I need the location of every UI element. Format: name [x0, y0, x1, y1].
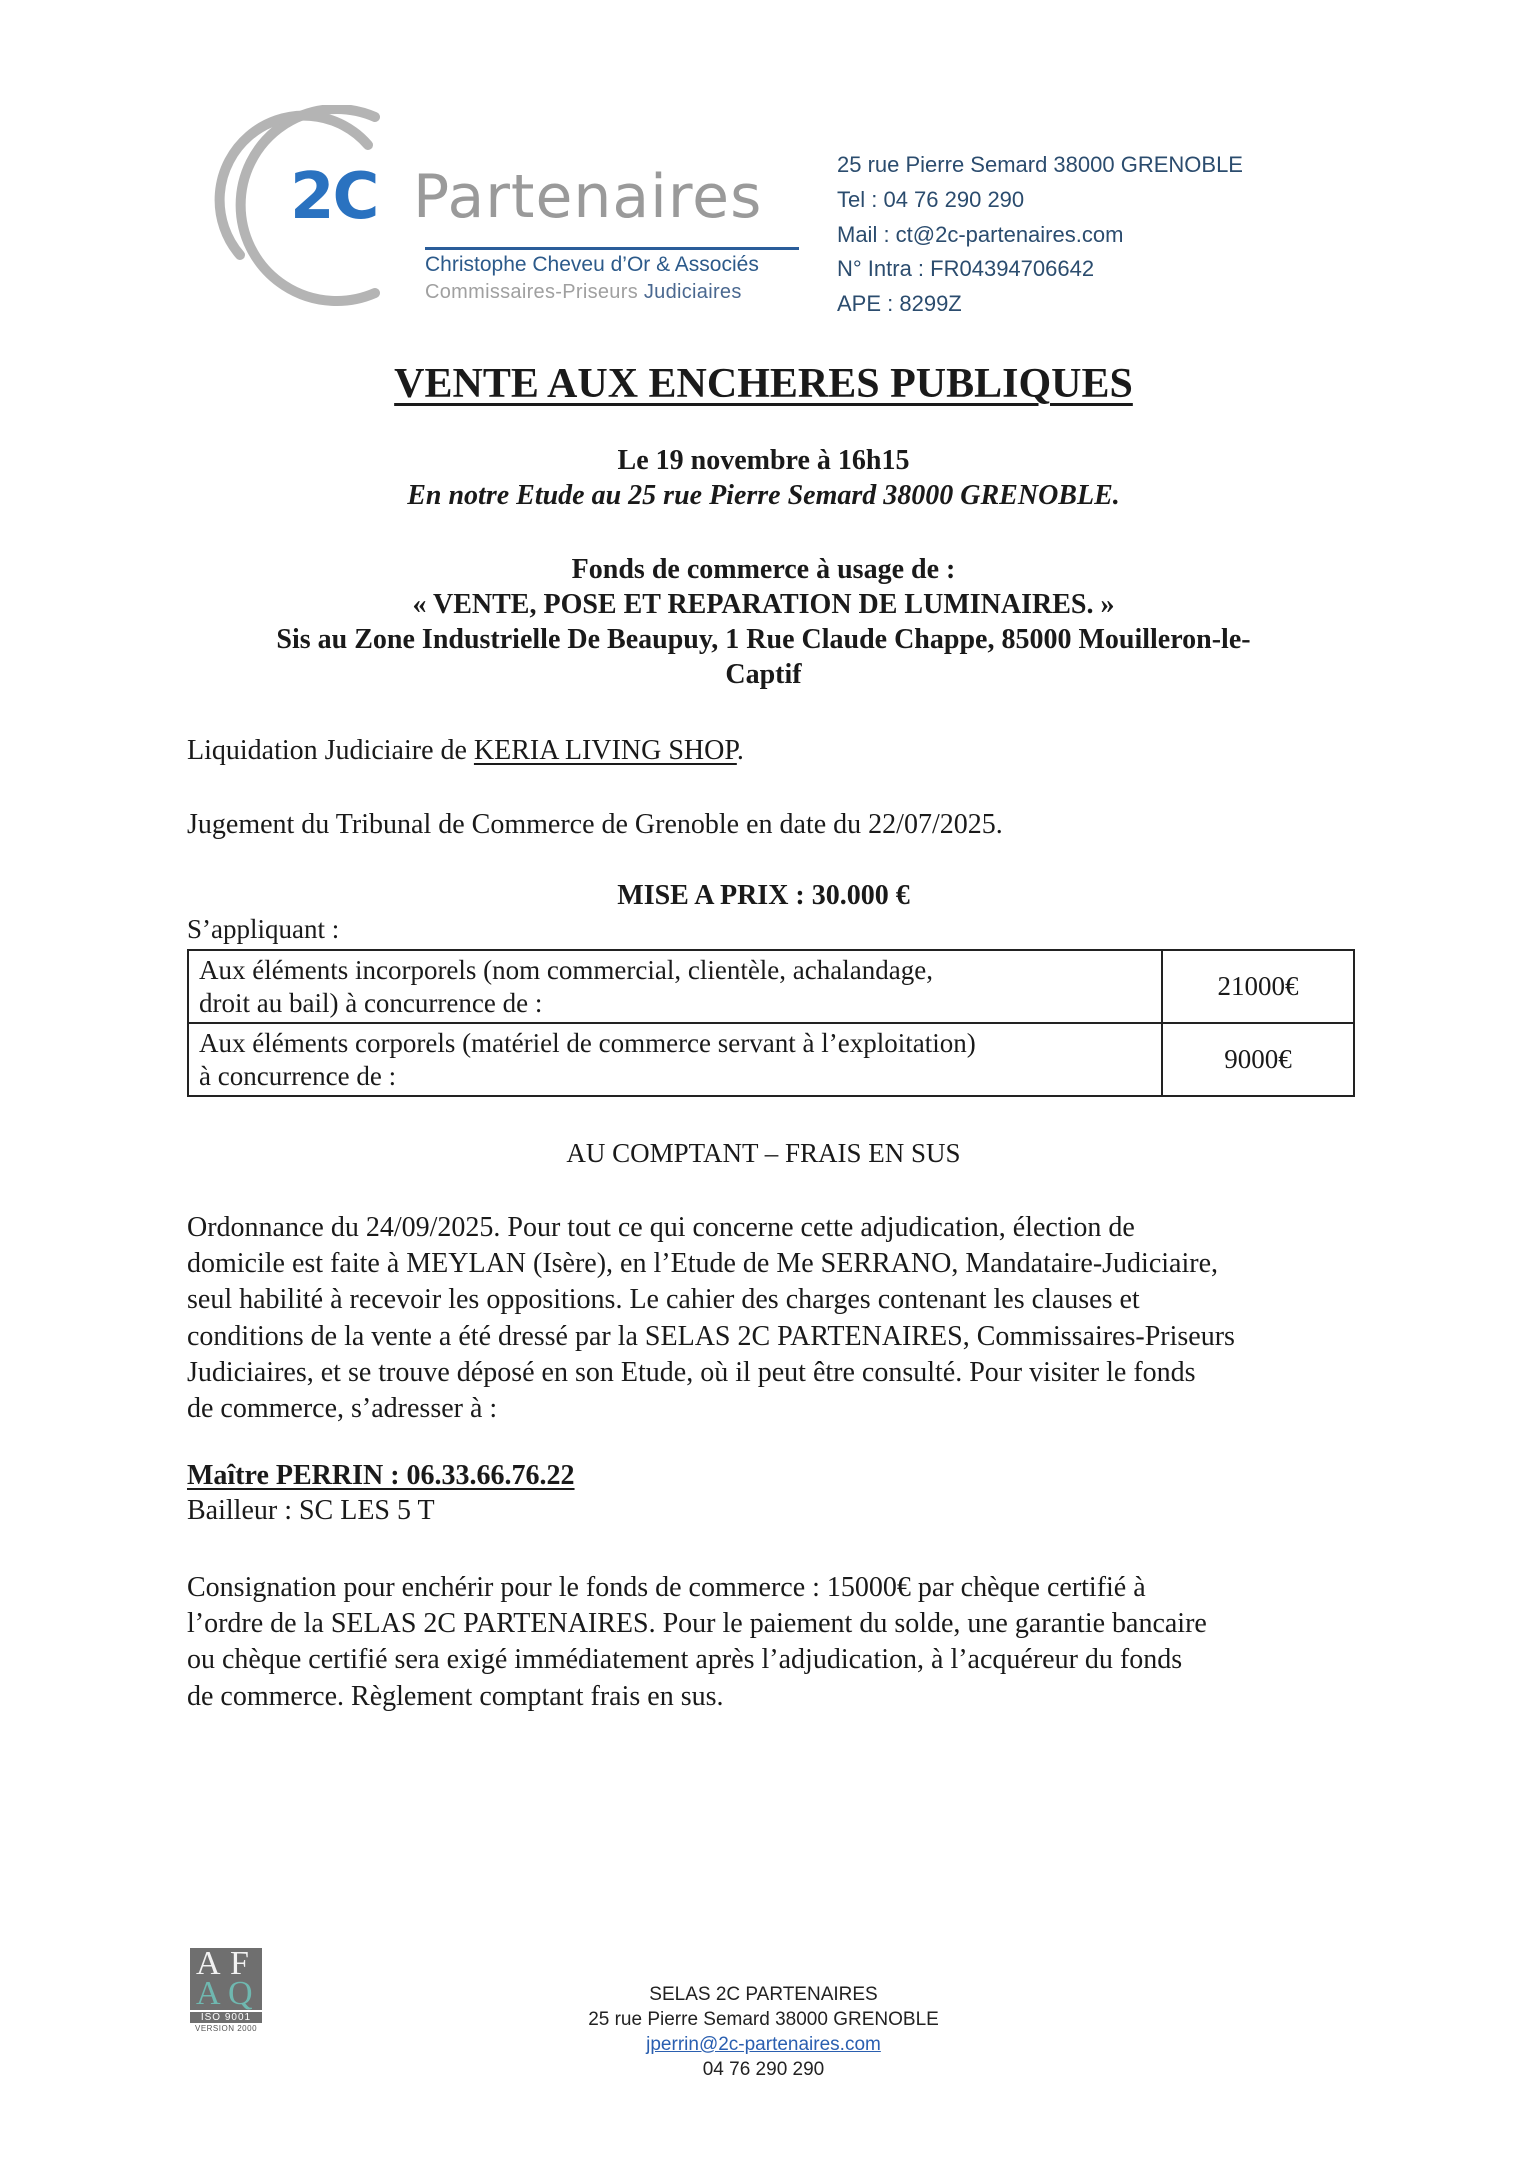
footer-email-link[interactable]: jperrin@2c-partenaires.com [646, 2034, 881, 2055]
liquidation-company: KERIA LIVING SHOP [473, 735, 737, 766]
allocation-amount: 21000€ [1162, 950, 1354, 1023]
footer-block [0, 1982, 1527, 2082]
paragraph-line: l’ordre de la SELAS 2C PARTENAIRES. Pour le paiement du solde, une garantie bancaire [187, 1608, 1207, 1640]
afaq-letter: Q [228, 1975, 253, 2012]
logo-name: Partenaires [413, 162, 763, 232]
logo-divider [425, 247, 799, 250]
payment-terms: AU COMPTANT – FRAIS EN SUS [566, 1138, 961, 1168]
landlord: Bailleur : SC LES 5 T [187, 1495, 435, 1526]
paragraph-line: Ordonnance du 24/09/2025. Pour tout ce qui concerne cette adjudication, élection de [187, 1212, 1135, 1243]
paragraph-line: ou chèque certifié sera exigé immédiatement après l’adjudication, à l’acquéreur du fonds [187, 1644, 1183, 1676]
starting-price: MISE A PRIX : 30.000 € [617, 880, 910, 911]
afaq-iso-label: ISO 9001 [190, 2012, 262, 2023]
applying-label: S’appliquant : [187, 914, 340, 944]
allocation-label [188, 950, 1162, 1023]
fonds-activity: « VENTE, POSE ET REPARATION DE LUMINAIRES. » [412, 589, 1115, 620]
contact-ape: APE : 8299Z [837, 291, 962, 317]
paragraph-line: Consignation pour enchérir pour le fonds de commerce : 15000€ par chèque certifié à [187, 1572, 1146, 1603]
table-row [188, 1023, 1354, 1096]
footer-phone: 04 76 290 290 [702, 2059, 825, 2080]
allocation-label-line: droit au bail) à concurrence de : [199, 987, 543, 1018]
allocation-amount: 9000€ [1162, 1023, 1354, 1096]
paragraph-line: de commerce. Règlement comptant frais en sus. [187, 1680, 724, 1712]
page-title [0, 360, 1527, 408]
allocation-label [188, 1023, 1162, 1096]
ordonnance-paragraph [187, 1210, 1357, 1427]
visit-contact: Maître PERRIN : 06.33.66.76.22 [187, 1460, 575, 1491]
logo-tagline-dark: Judiciaires [643, 281, 742, 303]
afaq-letter: A [196, 1975, 221, 2012]
paragraph-line: domicile est faite à MEYLAN (Isère), en l’Etude de Me SERRANO, Mandataire-Judiciaire, [187, 1248, 1218, 1280]
table-row [188, 950, 1354, 1023]
contact-block [837, 148, 1243, 322]
allocation-table [187, 949, 1355, 1097]
logo-tagline-light: Commissaires-Priseurs [425, 281, 644, 303]
liquidation-line [187, 735, 744, 767]
afaq-version-label: VERSION 2000 [194, 2024, 258, 2033]
paragraph-line: Judiciaires, et se trouve déposé en son Etude, où il peut être consulté. Pour visiter le fonds [187, 1356, 1196, 1388]
company-logo [200, 105, 820, 315]
paragraph-line: seul habilité à recevoir les oppositions. Le cahier des charges contenant les clauses et [187, 1284, 1140, 1316]
consignation-paragraph [187, 1570, 1357, 1715]
logo-tagline [425, 281, 742, 304]
afaq-letter: F [230, 1945, 249, 1982]
fonds-location-line1: Sis au Zone Industrielle De Beaupuy, 1 Rue Claude Chappe, 85000 Mouilleron-le- [276, 624, 1251, 655]
contact-address: 25 rue Pierre Semard 38000 GRENOBLE [837, 152, 1243, 177]
judgment-line: Jugement du Tribunal de Commerce de Grenoble en date du 22/07/2025. [187, 809, 1003, 840]
fonds-intro: Fonds de commerce à usage de : [571, 554, 956, 585]
sale-date: Le 19 novembre à 16h15 [617, 445, 910, 476]
liquidation-suffix: . [736, 735, 744, 766]
fonds-location-line2: Captif [725, 659, 802, 690]
paragraph-line: de commerce, s’adresser à : [187, 1393, 498, 1425]
logo-mark: 2C [290, 160, 378, 234]
footer-address: 25 rue Pierre Semard 38000 GRENOBLE [588, 2009, 939, 2030]
contact-tel: Tel : 04 76 290 290 [837, 186, 1025, 212]
allocation-label-line: à concurrence de : [199, 1060, 397, 1091]
afaq-letter: A [196, 1945, 221, 1982]
paragraph-line: conditions de la vente a été dressé par la SELAS 2C PARTENAIRES, Commissaires-Priseurs [187, 1320, 1235, 1352]
contact-intra: N° Intra : FR04394706642 [837, 256, 1095, 282]
allocation-label-line: Aux éléments corporels (matériel de commerce servant à l’exploitation) [199, 1027, 976, 1058]
contact-mail: Mail : ct@2c-partenaires.com [837, 221, 1124, 247]
sale-venue: En notre Etude au 25 rue Pierre Semard 38000 GRENOBLE. [407, 480, 1120, 511]
liquidation-prefix: Liquidation Judiciaire de [187, 735, 474, 766]
page-title-text: VENTE AUX ENCHERES PUBLIQUES [394, 361, 1133, 407]
allocation-label-line: Aux éléments incorporels (nom commercial, clientèle, achalandage, [199, 954, 933, 985]
logo-subtitle: Christophe Cheveu d’Or & Associés [425, 253, 759, 276]
footer-company: SELAS 2C PARTENAIRES [649, 1984, 878, 2005]
